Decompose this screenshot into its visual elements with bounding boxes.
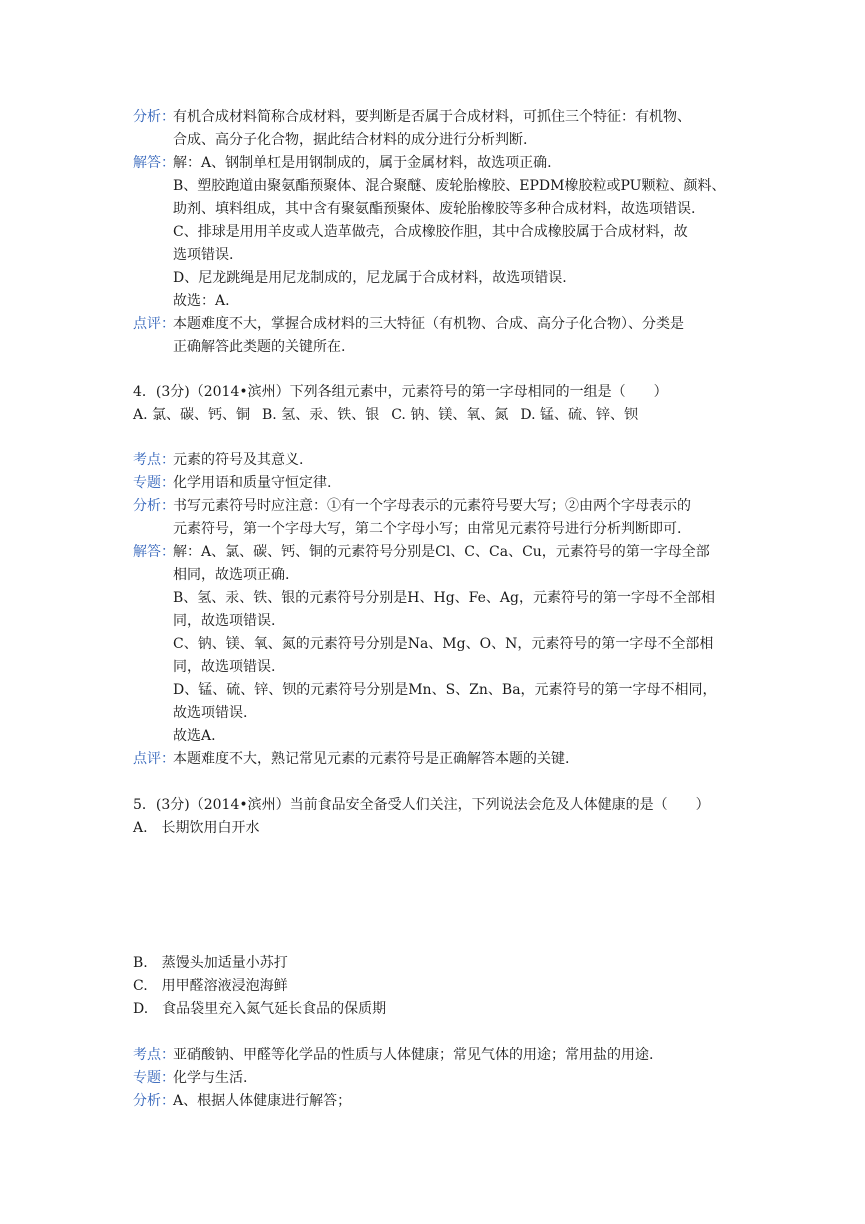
jieda-line: 同，故选项错误. xyxy=(173,613,276,629)
jieda-line: 故选项错误. xyxy=(173,705,248,721)
jieda-line: 解：A、钢制单杠是用钢制成的，属于金属材料，故选项正确. xyxy=(173,155,552,171)
q5-analysis xyxy=(133,1044,743,1113)
fenxi-line: 书写元素符号时应注意：①有一个字母表示的元素符号要大写；②由两个字母表示的 xyxy=(173,498,691,514)
jieda-line: 故选：A. xyxy=(173,293,230,309)
jieda-line: 选项错误. xyxy=(173,247,234,263)
zhuanti-label: 专题： xyxy=(133,475,175,491)
jieda-line: C、排球是用用羊皮或人造革做壳，合成橡胶作胆，其中合成橡胶属于合成材料，故 xyxy=(173,224,688,240)
fenxi-label: 分析： xyxy=(133,1093,175,1109)
q3-analysis xyxy=(133,106,743,359)
fenxi-line: 有机合成材料简称合成材料，要判断是否属于合成材料，可抓住三个特征：有机物、 xyxy=(173,109,691,125)
jieda-line: 助剂、填料组成，其中含有聚氨酯预聚体、废轮胎橡胶等多种合成材料，故选项错误. xyxy=(173,201,696,217)
jieda-line: B、塑胶跑道由聚氨酯预聚体、混合聚醚、废轮胎橡胶、EPDM橡胶粒或PU颗粒、颜料、 xyxy=(173,178,726,194)
option-c: C. 用甲醛溶液浸泡海鲜 xyxy=(133,978,288,994)
kaodian-text: 亚硝酸钠、甲醛等化学品的性质与人体健康；常见气体的用途；常用盐的用途. xyxy=(173,1047,654,1063)
question-stem: 5．(3分)（2014•滨州）当前食品安全备受人们关注，下列说法会危及人体健康的是（ ） xyxy=(133,797,710,813)
dianping-label: 点评： xyxy=(133,316,175,332)
jieda-line: C、钠、镁、氧、氮的元素符号分别是Na、Mg、O、N，元素符号的第一字母不全部相 xyxy=(173,636,714,652)
kaodian-text: 元素的符号及其意义. xyxy=(173,452,304,468)
dianping-line: 本题难度不大，掌握合成材料的三大特征（有机物、合成、高分子化合物）、分类是 xyxy=(173,316,684,332)
zhuanti-text: 化学用语和质量守恒定律. xyxy=(173,475,332,491)
fenxi-label: 分析： xyxy=(133,498,175,514)
fenxi-text: A、根据人体健康进行解答； xyxy=(173,1093,352,1109)
q5-question xyxy=(133,794,743,840)
fenxi-label: 分析： xyxy=(133,109,175,125)
option-a: A. 长期饮用白开水 xyxy=(133,820,260,836)
question-stem: 4．(3分)（2014•滨州）下列各组元素中，元素符号的第一字母相同的一组是（ ） xyxy=(133,384,668,400)
option-b: B. 蒸馒头加适量小苏打 xyxy=(133,955,288,971)
zhuanti-label: 专题： xyxy=(133,1070,175,1086)
jieda-line: B、氢、汞、铁、银的元素符号分别是H、Hg、Fe、Ag，元素符号的第一字母不全部相 xyxy=(173,590,715,606)
kaodian-label: 考点： xyxy=(133,1047,175,1063)
dianping-line: 正确解答此类题的关键所在. xyxy=(173,339,346,355)
q4-question xyxy=(133,381,743,427)
dianping-text: 本题难度不大，熟记常见元素的元素符号是正确解答本题的关键. xyxy=(173,751,570,767)
jieda-line: 解：A、氯、碳、钙、铜的元素符号分别是Cl、C、Ca、Cu，元素符号的第一字母全部 xyxy=(173,544,710,560)
jieda-label: 解答： xyxy=(133,544,175,560)
jieda-line: 同，故选项错误. xyxy=(173,659,276,675)
jieda-line: 相同，故选项正确. xyxy=(173,567,290,583)
zhuanti-text: 化学与生活. xyxy=(173,1070,248,1086)
jieda-line: D、锰、硫、锌、钡的元素符号分别是Mn、S、Zn、Ba，元素符号的第一字母不相同， xyxy=(173,682,717,698)
q5-options xyxy=(133,952,743,1021)
option-d: D. 锰、硫、锌、钡 xyxy=(520,407,638,423)
option-a: A. 氯、碳、钙、铜 xyxy=(133,407,251,423)
q4-analysis xyxy=(133,449,743,771)
jieda-line: 故选A. xyxy=(173,728,216,744)
jieda-label: 解答： xyxy=(133,155,175,171)
option-b: B. 氢、汞、铁、银 xyxy=(262,407,380,423)
jieda-line: D、尼龙跳绳是用尼龙制成的，尼龙属于合成材料，故选项错误. xyxy=(173,270,567,286)
kaodian-label: 考点： xyxy=(133,452,175,468)
option-c: C. 钠、镁、氧、氮 xyxy=(391,407,509,423)
fenxi-line: 合成、高分子化合物，据此结合材料的成分进行分析判断. xyxy=(173,132,528,148)
dianping-label: 点评： xyxy=(133,751,175,767)
options-row xyxy=(133,404,743,427)
fenxi-line: 元素符号，第一个字母大写，第二个字母小写；由常见元素符号进行分析判断即可. xyxy=(173,521,682,537)
option-d: D. 食品袋里充入氮气延长食品的保质期 xyxy=(133,1001,387,1017)
